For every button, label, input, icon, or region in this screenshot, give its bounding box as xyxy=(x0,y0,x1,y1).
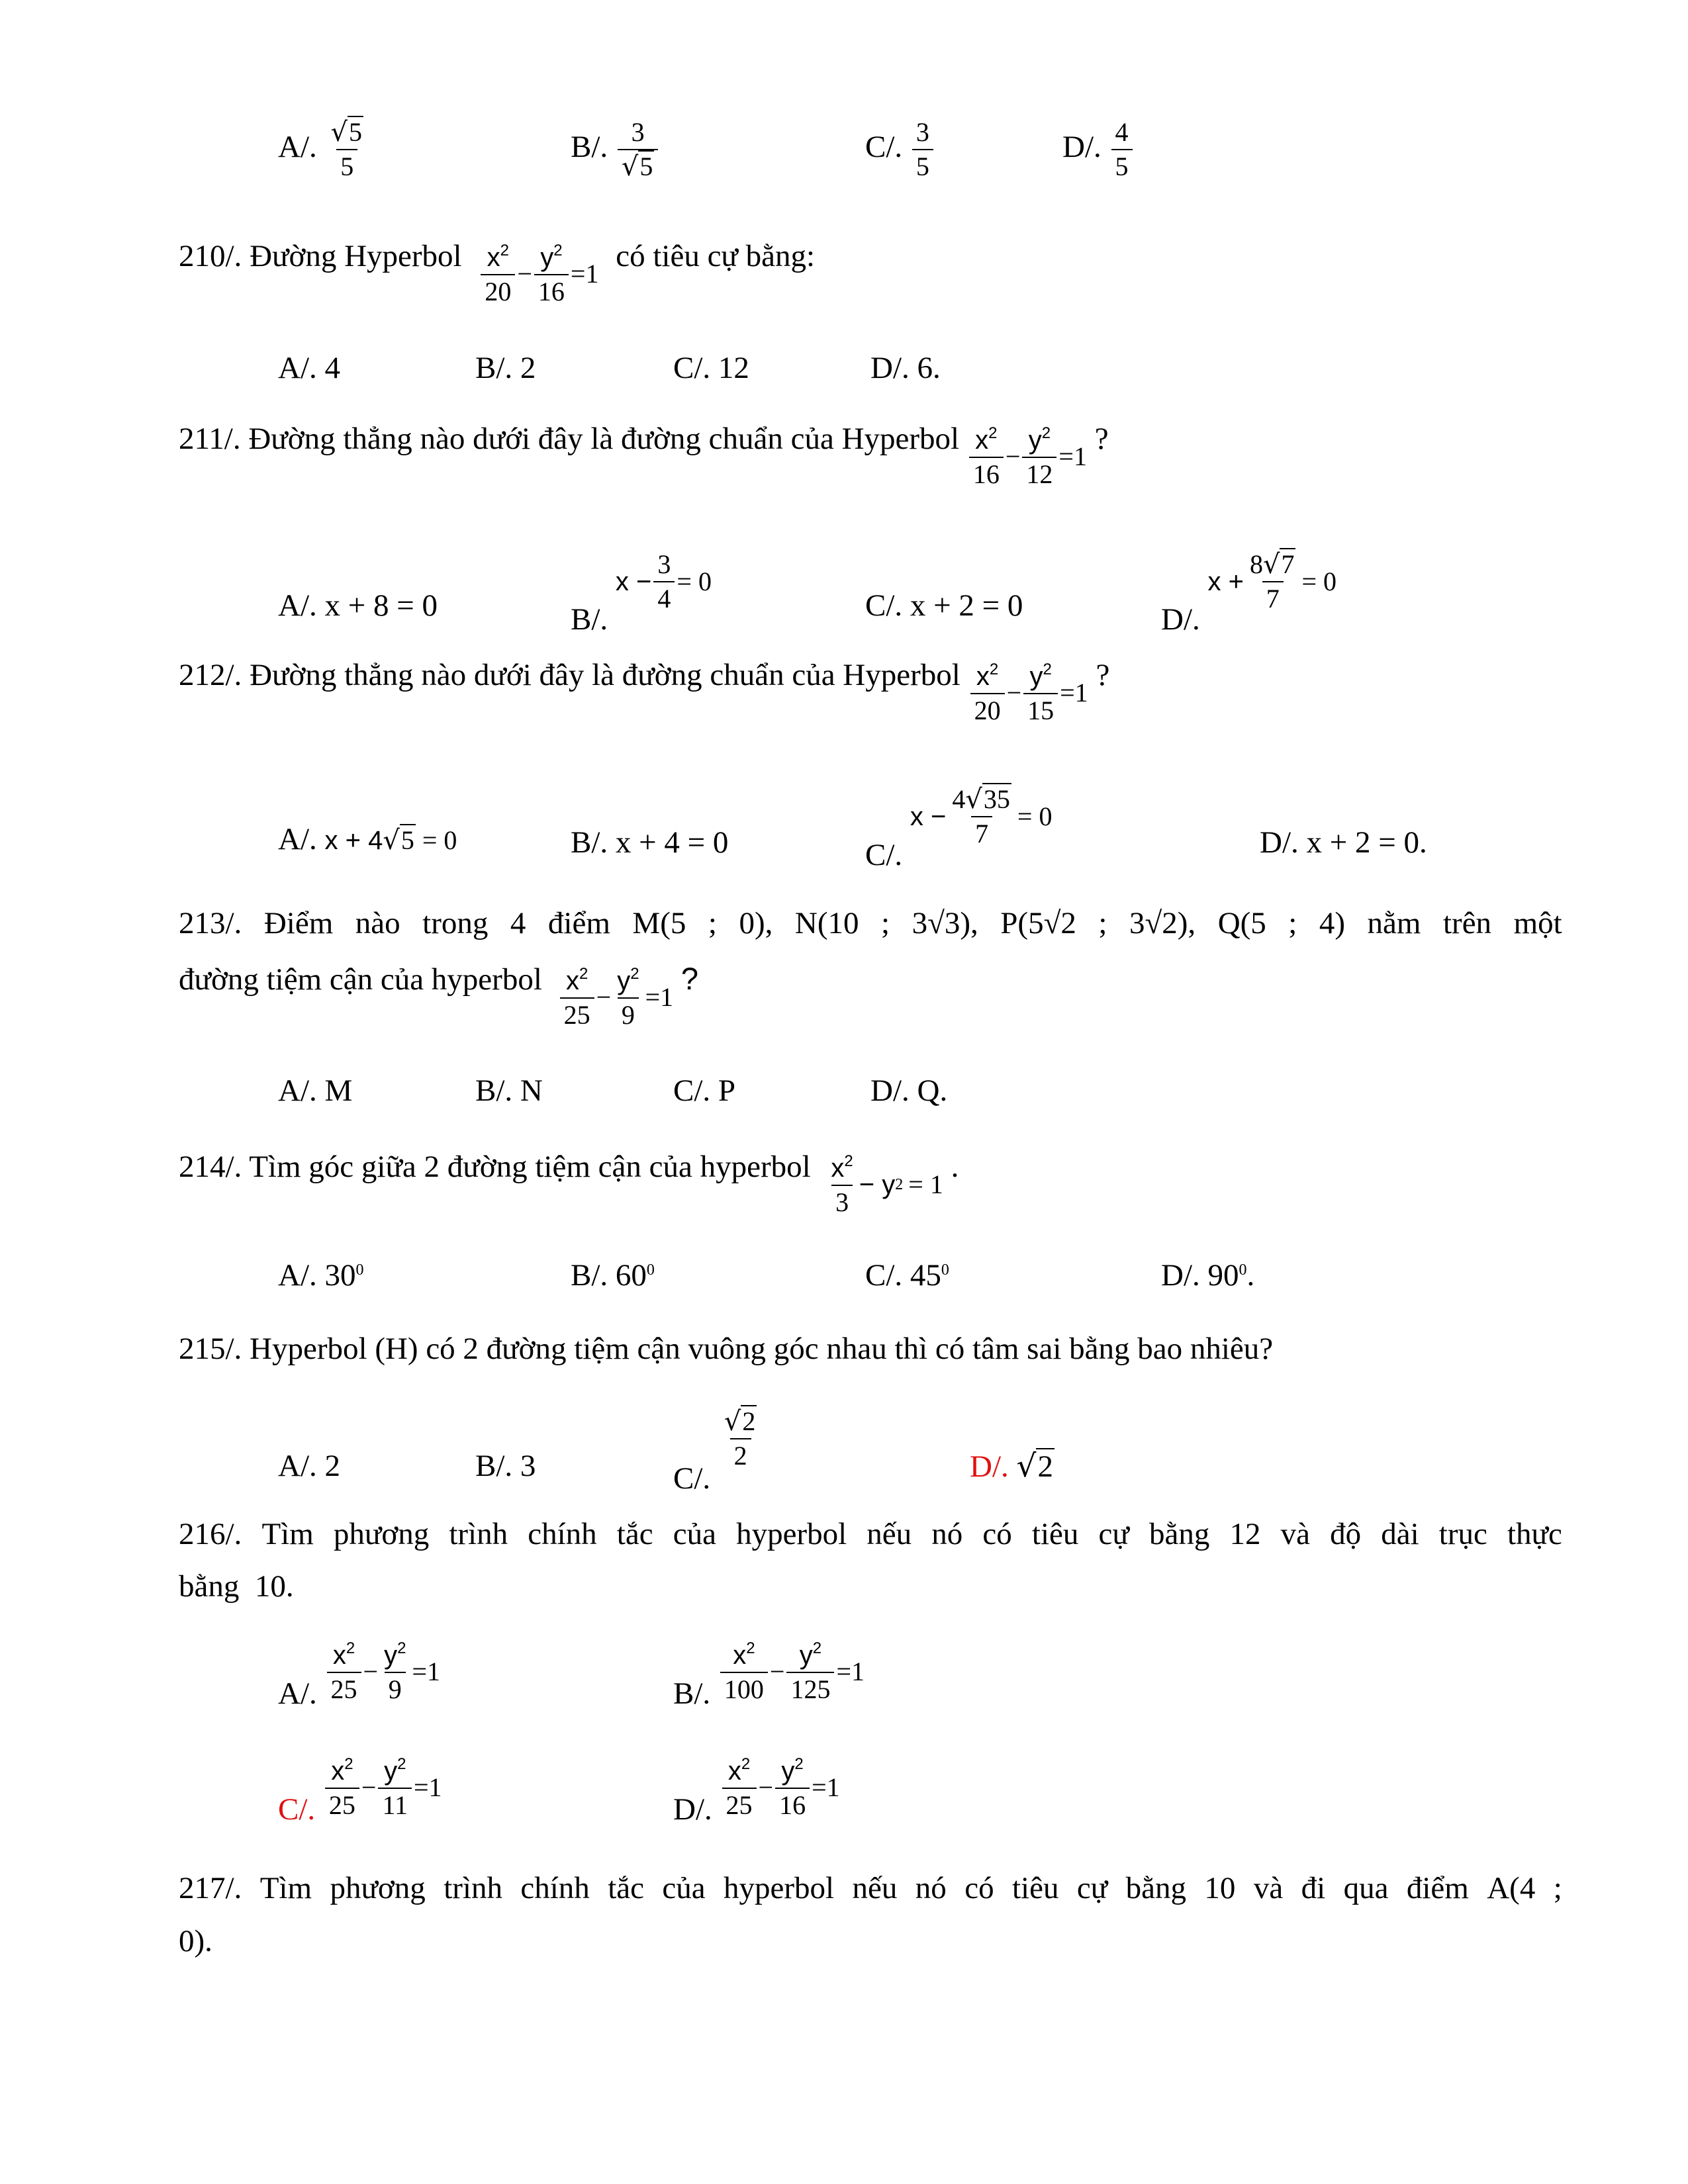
q215-option-c[interactable]: C/. $\frac{√2}{2}$ xyxy=(673,1406,756,1496)
q210-option-c[interactable]: C/. 12 xyxy=(673,351,749,385)
q214-option-a[interactable]: A/. $30^0$ xyxy=(278,1258,364,1293)
q216-option-a[interactable]: A/. $x^2$ 25 − $\frac{y^2}{9}$ =1 xyxy=(278,1639,440,1711)
question-215: 215/. Hyperbol (H) có 2 đường tiệm cận vuông góc nhau thì có tâm sai bằng bao nhiêu? xyxy=(179,1332,1274,1366)
q211-option-d[interactable]: D/. x + $\frac{8√7}{7}$ = 0 xyxy=(1161,549,1337,637)
q216-option-d[interactable]: D/. $x^2$ 25 − $\frac{y^2}{16}$ =1 xyxy=(673,1755,840,1827)
q212-option-a[interactable]: A/. x + 4√5 = 0 xyxy=(278,822,457,856)
question-214: 214/. Tìm góc giữa 2 đường tiệm cận của hyperbol $x^2$ 3 − y 2 = 1 . xyxy=(179,1150,959,1217)
hyperbol-equation: $x^2$ 25 − $\frac{y^2}{9}$ =1 xyxy=(558,966,673,1028)
hyperbol-equation: $x^2$ 20 − $\frac{y^2}{15}$ =1 xyxy=(968,662,1088,724)
q211-option-b[interactable]: B/. x − $\frac{3}{4}$ = 0 xyxy=(571,549,712,637)
question-211: 211/. Đường thẳng nào dưới đây là đường chuẩn của Hyperbol $x^2$ 16 − $\frac{y^2}{12}$ =1 ? xyxy=(179,422,1109,489)
q211-option-c[interactable]: C/. x + 2 = 0 xyxy=(865,588,1023,623)
question-216-line1: 216/. Tìm phương trình chính tắc của hyperbol nếu nó có tiêu cự bằng 12 và độ dài trục thực xyxy=(179,1517,1562,1551)
question-210: 210/. Đường Hyperbol $x^2$ 20 − $\frac{y^2}{16}$ =1 có tiêu cự bằng: xyxy=(179,239,816,306)
q210-option-d[interactable]: D/. 6. xyxy=(870,351,941,385)
q212-option-b[interactable]: B/. x + 4 = 0 xyxy=(571,825,729,860)
q215-option-b[interactable]: B/. 3 xyxy=(475,1449,536,1483)
hyperbol-equation: $x^2$ 20 − $\frac{y^2}{16}$ =1 xyxy=(479,243,598,305)
question-212: 212/. Đường thẳng nào dưới đây là đường chuẩn của Hyperbol $x^2$ 20 − $\frac{y^2}{15}$ =1 ? xyxy=(179,658,1110,725)
q214-option-b[interactable]: B/. $60^0$ xyxy=(571,1258,655,1293)
q209-option-d[interactable]: D/. $\frac{4}{5}$ xyxy=(1062,119,1135,180)
q214-option-c[interactable]: C/. $45^0$ xyxy=(865,1258,949,1293)
q215-option-a[interactable]: A/. 2 xyxy=(278,1449,340,1483)
q211-option-a[interactable]: A/. x + 8 = 0 xyxy=(278,588,438,623)
q209-option-b[interactable]: B/. $\frac{3}{√5}$ xyxy=(571,119,660,180)
q214-option-d[interactable]: D/. $90^0$. xyxy=(1161,1258,1255,1293)
q213-option-a[interactable]: A/. M xyxy=(278,1073,353,1108)
question-216-line2: bằng 10. xyxy=(179,1569,294,1604)
q216-option-b[interactable]: B/. $x^2$ 100 − $\frac{y^2}{125}$ =1 xyxy=(673,1639,865,1711)
q213-option-d[interactable]: D/. Q. xyxy=(870,1073,948,1108)
question-217-line1: 217/. Tìm phương trình chính tắc của hyperbol nếu nó có tiêu cự bằng 10 và đi qua điểm A(4 ; xyxy=(179,1871,1562,1905)
question-213-line1: 213/. Điểm nào trong 4 điểm M(5 ; 0), N(10 ; 3√3), P(5√2 ; 3√2), Q(5 ; 4) nằm trên một xyxy=(179,906,1562,940)
hyperbol-equation: $x^2$ 16 − $\frac{y^2}{12}$ =1 xyxy=(967,426,1087,488)
question-217-line2: 0). xyxy=(179,1924,212,1958)
q212-option-d[interactable]: D/. x + 2 = 0. xyxy=(1260,825,1427,860)
q212-option-c[interactable]: C/. x − $\frac{4√35}{7}$ = 0 xyxy=(865,784,1053,872)
q215-option-d-answer[interactable]: D/. √2 xyxy=(970,1448,1053,1484)
q210-option-a[interactable]: A/. 4 xyxy=(278,351,340,385)
hyperbol-equation: $x^2$ 3 − y 2 = 1 xyxy=(831,1152,943,1217)
question-213-line2: đường tiệm cận của hyperbol $x^2$ 25 − $\frac{y^2}{9}$ =1 ? xyxy=(179,961,699,1030)
q209-option-c[interactable]: C/. $\frac{3}{5}$ xyxy=(865,119,935,180)
q216-option-c-answer[interactable]: C/. $x^2$ 25 − $\frac{y^2}{11}$ =1 xyxy=(278,1755,442,1827)
q213-option-b[interactable]: B/. N xyxy=(475,1073,543,1108)
q210-option-b[interactable]: B/. 2 xyxy=(475,351,536,385)
q209-option-a[interactable]: A/. $\frac{√5}{5}$ xyxy=(278,117,362,181)
q213-option-c[interactable]: C/. P xyxy=(673,1073,736,1108)
